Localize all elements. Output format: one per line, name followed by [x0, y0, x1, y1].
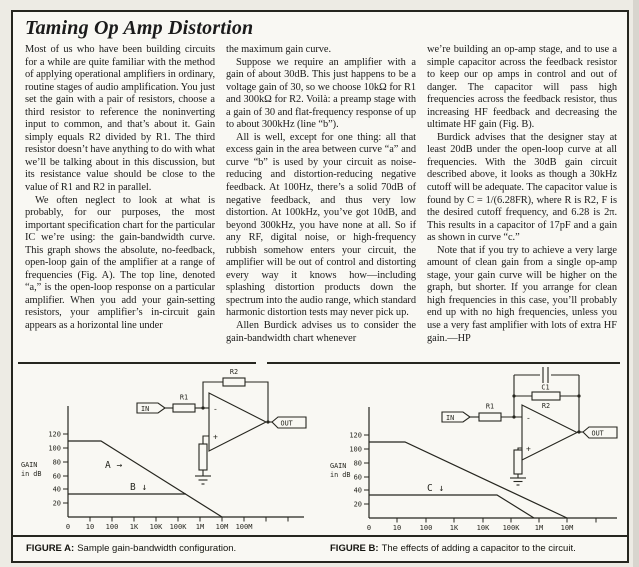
resistor-r2	[532, 392, 560, 400]
curve-c-with-capacitor	[369, 495, 534, 518]
y-tick-labels	[349, 432, 362, 509]
page-title: Taming Op Amp Distortion	[25, 17, 254, 39]
figure-b-caption-text: The effects of adding a capacitor to the circuit.	[381, 543, 576, 554]
noninverting-wire	[203, 436, 209, 444]
figure-a-diagram	[19, 360, 315, 533]
svg-text:100: 100	[105, 523, 119, 531]
curve-b-annotation: B ↓	[130, 482, 148, 493]
r2-label: R2	[229, 368, 239, 376]
svg-text:40: 40	[353, 486, 362, 495]
svg-text:20: 20	[353, 500, 362, 509]
y-tick-marks	[364, 435, 369, 504]
resistor-r1	[479, 413, 501, 421]
paragraph: the maximum gain curve.	[226, 44, 332, 55]
paragraph: Burdick advises that the designer stay at least 20dB under the open-loop curve at all frequencies. With the 30dB gain circuit described above, it looks as though a 30kHz cutoff will be adequate. The capacitor value is found by C = 1/(6.28FR), where R is R2, F is the desired cutoff frequency, and 6.28 is 2π. This results in a capacitor of 17pF and a gain as shown in curve “c.”	[427, 131, 617, 244]
noninverting-input-label: +	[526, 444, 531, 454]
figure-b-gain-chart	[330, 407, 617, 532]
ground-icon	[510, 478, 526, 485]
svg-text:100: 100	[48, 444, 61, 453]
r1-label: R1	[179, 393, 189, 402]
curve-c-annotation: C ↓	[427, 483, 445, 494]
y-axis-title-line2: in dB	[21, 470, 42, 478]
paragraph: Allen Burdick advises us to consider the gain-bandwidth chart whenever	[226, 320, 416, 344]
figure-caption-bar	[13, 535, 627, 561]
figure-a-circuit	[137, 368, 306, 484]
figure-a-caption	[26, 543, 236, 554]
resistor-r2	[223, 378, 245, 386]
svg-text:1K: 1K	[449, 524, 459, 532]
article-page	[11, 10, 629, 563]
figure-b-caption-label: FIGURE B:	[330, 543, 379, 554]
c1-label: C1	[541, 383, 550, 392]
r1-label: R1	[485, 402, 495, 411]
in-label: IN	[141, 405, 150, 413]
svg-text:100M: 100M	[235, 523, 253, 531]
junction-dot	[512, 394, 515, 397]
svg-text:100K: 100K	[169, 523, 187, 531]
svg-text:1K: 1K	[129, 523, 139, 531]
curve-open-loop	[369, 442, 567, 518]
svg-text:10K: 10K	[149, 523, 163, 531]
noninverting-input-label: +	[213, 432, 218, 442]
r2-label: R2	[541, 402, 551, 410]
svg-text:10: 10	[85, 523, 95, 531]
figure-b-caption	[330, 543, 576, 554]
svg-text:10M: 10M	[560, 524, 574, 532]
svg-text:10: 10	[392, 524, 402, 532]
y-tick-labels	[48, 431, 61, 508]
svg-text:1M: 1M	[534, 524, 544, 532]
y-axis-title-line1: GAIN	[21, 461, 38, 469]
svg-text:10M: 10M	[215, 523, 229, 531]
figure-a-caption-label: FIGURE A:	[26, 543, 75, 554]
y-axis-title-line2: in dB	[330, 471, 351, 479]
article-body	[13, 44, 627, 348]
capacitor-c1-icon	[543, 367, 548, 383]
scan-edge-shadow	[633, 0, 639, 567]
y-axis-title-line1: GAIN	[330, 462, 347, 470]
svg-text:120: 120	[48, 430, 61, 439]
article-column-2	[226, 44, 416, 348]
paragraph: Note that if you try to achieve a very large amount of clean gain from a single op-amp stage, your gain curve will be higher on the graph, but shorter. If you arrange for clean high frequencies in this case, you’ll probably end up with no high frequencies, unless you use a very fast amplifier with lots of extra HF gain.—HP	[427, 244, 617, 344]
inverting-input-label: -	[526, 413, 531, 423]
figure-b-circuit	[442, 367, 617, 485]
paragraph: We often neglect to look at what is probably, for our purposes, the most important specification chart for the particular IC we’re using: the gain-bandwidth curve. This graph shows the absolute, no-feedback, open-loop gain of the amplifier at a range of frequencies (Fig. A). The top line, denoted “a,” is the open-loop response on a particular amplifier. When you add your gain-setting resistors, your amplifier’s in-circuit gain appears as a horizontal line under	[25, 194, 215, 332]
ground-icon	[195, 476, 211, 484]
svg-text:40: 40	[52, 485, 61, 494]
paragraph: Most of us who have been building circuits for a while are quite familiar with the method of applying operational amplifiers in ordinary, routine stages of audio amplification. You just set the gain with a pair of resistors, choose a third resistor to reference the noninverting input to common, and that’s about it. Gain simply equals R2 divided by R1. The third resistor doesn’t have anything to do with what we’ll be talking about in this discussion, but its resistance value should be close to the value of R1 and R2 in parallel.	[25, 44, 215, 194]
svg-text:10K: 10K	[476, 524, 490, 532]
y-tick-marks	[63, 434, 68, 503]
paragraph: Suppose we require an amplifier with a gain of about 30dB. This just happens to be a voltage gain of 30, so we choose 10kΩ for R1 and 300kΩ for R2. Voilà: a preamp stage with a gain of 30 and flat-frequency response of up to about 300kHz (line “b”).	[226, 56, 416, 131]
svg-text:80: 80	[353, 459, 362, 468]
svg-text:1M: 1M	[195, 523, 205, 531]
svg-text:60: 60	[353, 473, 362, 482]
x-tick-marks	[397, 518, 596, 523]
svg-text:100: 100	[419, 524, 433, 532]
article-column-3	[427, 44, 617, 348]
in-label: IN	[446, 414, 455, 422]
paragraph: we’re building an op-amp stage, and to use a simple capacitor across the feedback resistor to keep our op amps in control and out of danger. The capacitor will pass high frequencies across the feedback resistor, thus increasing HF feedback and decreasing the ultimate HF gain (Fig. B).	[427, 44, 617, 131]
inverting-input-label: -	[213, 404, 218, 414]
paragraph: All is well, except for one thing: all that excess gain in the area between curve “a” and curve “b” is used by your circuit as noise-reducing and distortion-reducing negative feedback. At 100Hz, there’s a solid 70dB of negative feedback, and thus very low distortion. At 100kHz, you’ve got 10dB, and beyond 300kHz, you have none at all. So if any RF, digital noise, or high-frequency rubbish somehow enters your circuit, the amplifier will be out of control and distorting every way it knows how—including splashing distortion products down the spectrum into the audio range, which standard harmonic distortion tests may never pick up.	[226, 131, 416, 319]
out-label: OUT	[280, 419, 293, 428]
opamp-triangle-icon	[209, 393, 266, 451]
svg-text:0: 0	[366, 524, 372, 532]
svg-text:60: 60	[52, 472, 61, 481]
x-tick-labels	[367, 524, 573, 532]
svg-text:80: 80	[52, 458, 61, 467]
resistor-r1	[173, 404, 195, 412]
svg-text:120: 120	[349, 431, 362, 440]
x-tick-labels	[66, 523, 253, 531]
ground-resistor	[514, 450, 522, 474]
curve-a-annotation: A →	[105, 460, 123, 471]
svg-text:20: 20	[52, 499, 61, 508]
article-column-1	[25, 44, 215, 348]
svg-text:100: 100	[349, 445, 362, 454]
x-tick-marks	[90, 517, 288, 522]
figure-b-diagram	[329, 360, 627, 533]
out-label: OUT	[591, 429, 604, 438]
svg-text:100K: 100K	[502, 524, 520, 532]
junction-dot	[577, 394, 580, 397]
ground-resistor	[199, 444, 207, 470]
figure-a-caption-text: Sample gain-bandwidth configuration.	[77, 543, 237, 554]
svg-text:0: 0	[65, 523, 71, 531]
